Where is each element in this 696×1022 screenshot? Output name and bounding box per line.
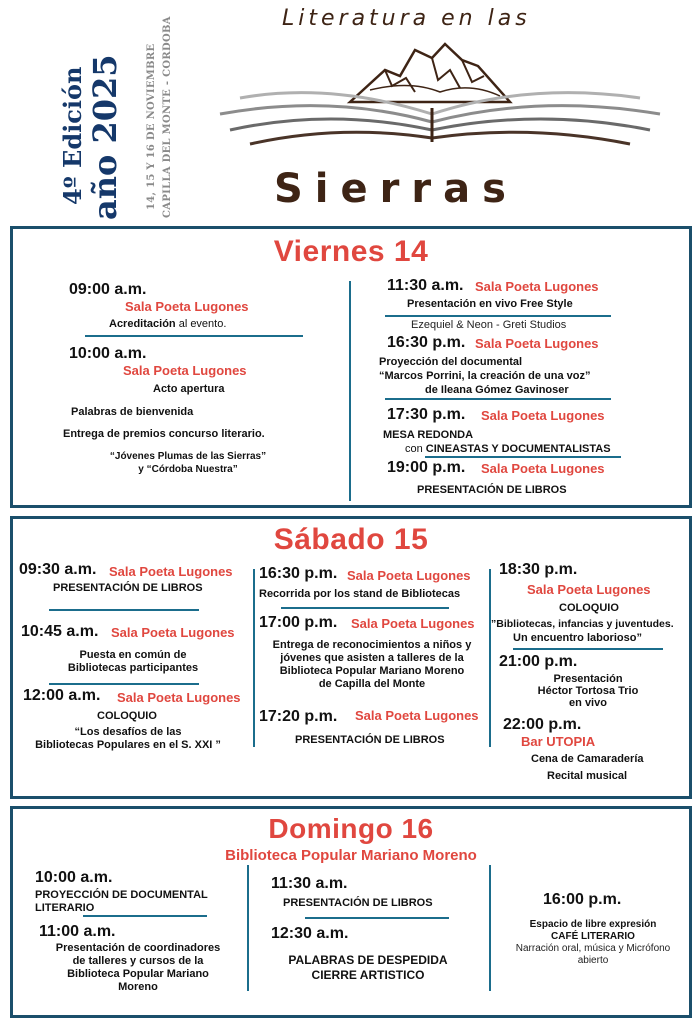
event-venue: Sala Poeta Lugones: [347, 568, 471, 583]
event-dates: 14, 15 Y 16 DE NOVIEMBRE: [146, 43, 157, 210]
event-time: 22:00 p.m.: [503, 716, 582, 733]
event-description: Presentación: [553, 673, 623, 685]
event-description: Bibliotecas participantes: [67, 662, 199, 674]
event-venue: Sala Poeta Lugones: [475, 336, 599, 351]
event-description: Cena de Camaradería: [531, 753, 644, 765]
event-venue: Sala Poeta Lugones: [355, 708, 479, 723]
event-description: en vivo: [569, 697, 607, 709]
event-description: Ezequiel & Neon - Greti Studios: [411, 319, 567, 331]
event-description: “Marcos Porrini, la creación de una voz”: [379, 370, 591, 382]
event-description: Acreditación al evento.: [109, 318, 227, 330]
event-description: PRESENTACIÓN DE LIBROS: [53, 582, 203, 594]
column-divider: [349, 281, 351, 501]
event-time: 17:00 p.m.: [259, 614, 338, 631]
header: [0, 0, 696, 222]
event-time: 16:30 p.m.: [387, 334, 466, 351]
event-time: 16:30 p.m.: [259, 565, 338, 582]
event-description: Héctor Tortosa Trio: [537, 685, 639, 697]
event-time: 09:30 a.m.: [19, 561, 97, 578]
event-time: 10:00 a.m.: [69, 345, 147, 362]
event-time: 12:30 a.m.: [271, 925, 349, 942]
friday-title: Viernes 14: [273, 235, 429, 268]
event-venue: Bar UTOPIA: [521, 734, 596, 749]
friday-section: [10, 226, 692, 508]
event-location: CAPILLA DEL MONTE - CORDOBA: [162, 16, 173, 218]
event-description: Presentación de coordinadores: [55, 942, 221, 954]
event-description: Bibliotecas Populares en el S. XXI ”: [35, 739, 221, 751]
divider-rule: [85, 335, 303, 337]
sunday-section: [10, 806, 692, 1018]
event-description: de Capilla del Monte: [318, 678, 426, 690]
divider-rule: [385, 398, 611, 400]
event-description: LITERARIO: [35, 902, 95, 914]
event-description: Recorrida por los stand de Bibliotecas: [259, 588, 461, 600]
event-description: Biblioteca Popular Mariano Moreno: [279, 665, 465, 677]
event-description: Proyección del documental: [379, 356, 523, 368]
event-time: 09:00 a.m.: [69, 281, 147, 298]
event-description: PRESENTACIÓN DE LIBROS: [295, 734, 445, 746]
divider-rule: [49, 683, 199, 685]
logo-title-bottom: Sierras: [274, 166, 518, 212]
divider-rule: [49, 609, 199, 611]
event-description: PROYECCIÓN DE DOCUMENTAL: [35, 889, 208, 901]
event-time: 18:30 p.m.: [499, 561, 578, 578]
divider-rule: [83, 915, 207, 917]
event-description: Puesta en común de: [79, 649, 187, 661]
event-description: CIERRE ARTISTICO: [311, 968, 425, 982]
event-description: ”Bibliotecas, infancias y juventudes.: [491, 618, 674, 630]
event-time: 12:00 a.m.: [23, 687, 101, 704]
divider-rule: [425, 456, 621, 458]
event-description: PALABRAS DE DESPEDIDA: [288, 953, 448, 967]
event-venue: Sala Poeta Lugones: [111, 625, 235, 640]
event-venue: Sala Poeta Lugones: [109, 564, 233, 579]
event-description: Biblioteca Popular Mariano: [67, 968, 209, 980]
event-description: Un encuentro laborioso”: [513, 632, 642, 644]
event-venue: Sala Poeta Lugones: [125, 299, 249, 314]
event-venue: Sala Poeta Lugones: [123, 363, 247, 378]
event-time: 17:30 p.m.: [387, 406, 466, 423]
book-mountain-icon: [210, 30, 670, 170]
event-time: 11:00 a.m.: [39, 923, 116, 940]
event-time: 11:30 a.m.: [387, 277, 464, 294]
event-description: COLOQUIO: [559, 602, 619, 614]
event-time: 19:00 p.m.: [387, 459, 466, 476]
dates-block: [140, 16, 185, 218]
event-description: Espacio de libre expresión: [529, 919, 657, 930]
sunday-venue: Biblioteca Popular Mariano Moreno: [225, 847, 477, 864]
event-description: “Jóvenes Plumas de las Sierras”: [109, 451, 267, 462]
edition-block: [30, 30, 125, 220]
divider-rule: [385, 315, 611, 317]
column-divider: [489, 569, 491, 747]
event-description: Acto apertura: [153, 383, 225, 395]
edition-year: año 2025: [86, 54, 124, 220]
event-description: con CINEASTAS Y DOCUMENTALISTAS: [405, 443, 611, 455]
event-description: PRESENTACIÓN DE LIBROS: [417, 484, 567, 496]
column-divider: [247, 865, 249, 991]
event-description: Recital musical: [547, 770, 628, 782]
event-description: COLOQUIO: [97, 710, 157, 722]
event-venue: Sala Poeta Lugones: [481, 408, 605, 423]
event-description: “Los desafíos de las: [74, 726, 182, 738]
logo-title-top: Literatura en las: [282, 6, 531, 31]
saturday-title: Sábado 15: [273, 523, 429, 556]
event-description: de Ileana Gómez Gavinoser: [425, 384, 569, 396]
column-divider: [489, 865, 491, 991]
event-venue: Sala Poeta Lugones: [117, 690, 241, 705]
edition-label: 4º Edición: [58, 66, 87, 205]
event-time: 17:20 p.m.: [259, 708, 338, 725]
event-description: Palabras de bienvenida: [71, 406, 194, 418]
event-description: MESA REDONDA: [383, 429, 474, 441]
event-time: 10:45 a.m.: [21, 623, 99, 640]
event-description: abierto: [577, 955, 609, 966]
divider-rule: [305, 917, 449, 919]
divider-rule: [513, 648, 663, 650]
event-description: Entrega de reconocimientos a niños y: [272, 639, 472, 651]
event-venue: Sala Poeta Lugones: [527, 582, 651, 597]
sunday-title: Domingo 16: [268, 813, 434, 844]
event-description: Presentación en vivo Free Style: [407, 298, 573, 310]
event-description: PRESENTACIÓN DE LIBROS: [283, 897, 433, 909]
event-time: 11:30 a.m.: [271, 875, 348, 892]
saturday-section: [10, 516, 692, 799]
event-time: 16:00 p.m.: [543, 891, 622, 908]
event-time: 21:00 p.m.: [499, 653, 578, 670]
event-description: de talleres y cursos de la: [72, 955, 204, 967]
event-description: jóvenes que asisten a talleres de la: [280, 652, 464, 664]
event-venue: Sala Poeta Lugones: [481, 461, 605, 476]
event-description: Entrega de premios concurso literario.: [63, 428, 265, 440]
column-divider: [253, 569, 255, 747]
event-time: 10:00 a.m.: [35, 869, 113, 886]
festival-logo: [210, 0, 670, 222]
event-description: Moreno: [118, 981, 158, 993]
event-description: CAFÉ LITERARIO: [551, 931, 635, 942]
event-description: y “Córdoba Nuestra”: [138, 464, 238, 475]
event-venue: Sala Poeta Lugones: [351, 616, 475, 631]
divider-rule: [281, 607, 449, 609]
event-description: Narración oral, música y Micrófono: [515, 943, 671, 954]
event-venue: Sala Poeta Lugones: [475, 279, 599, 294]
